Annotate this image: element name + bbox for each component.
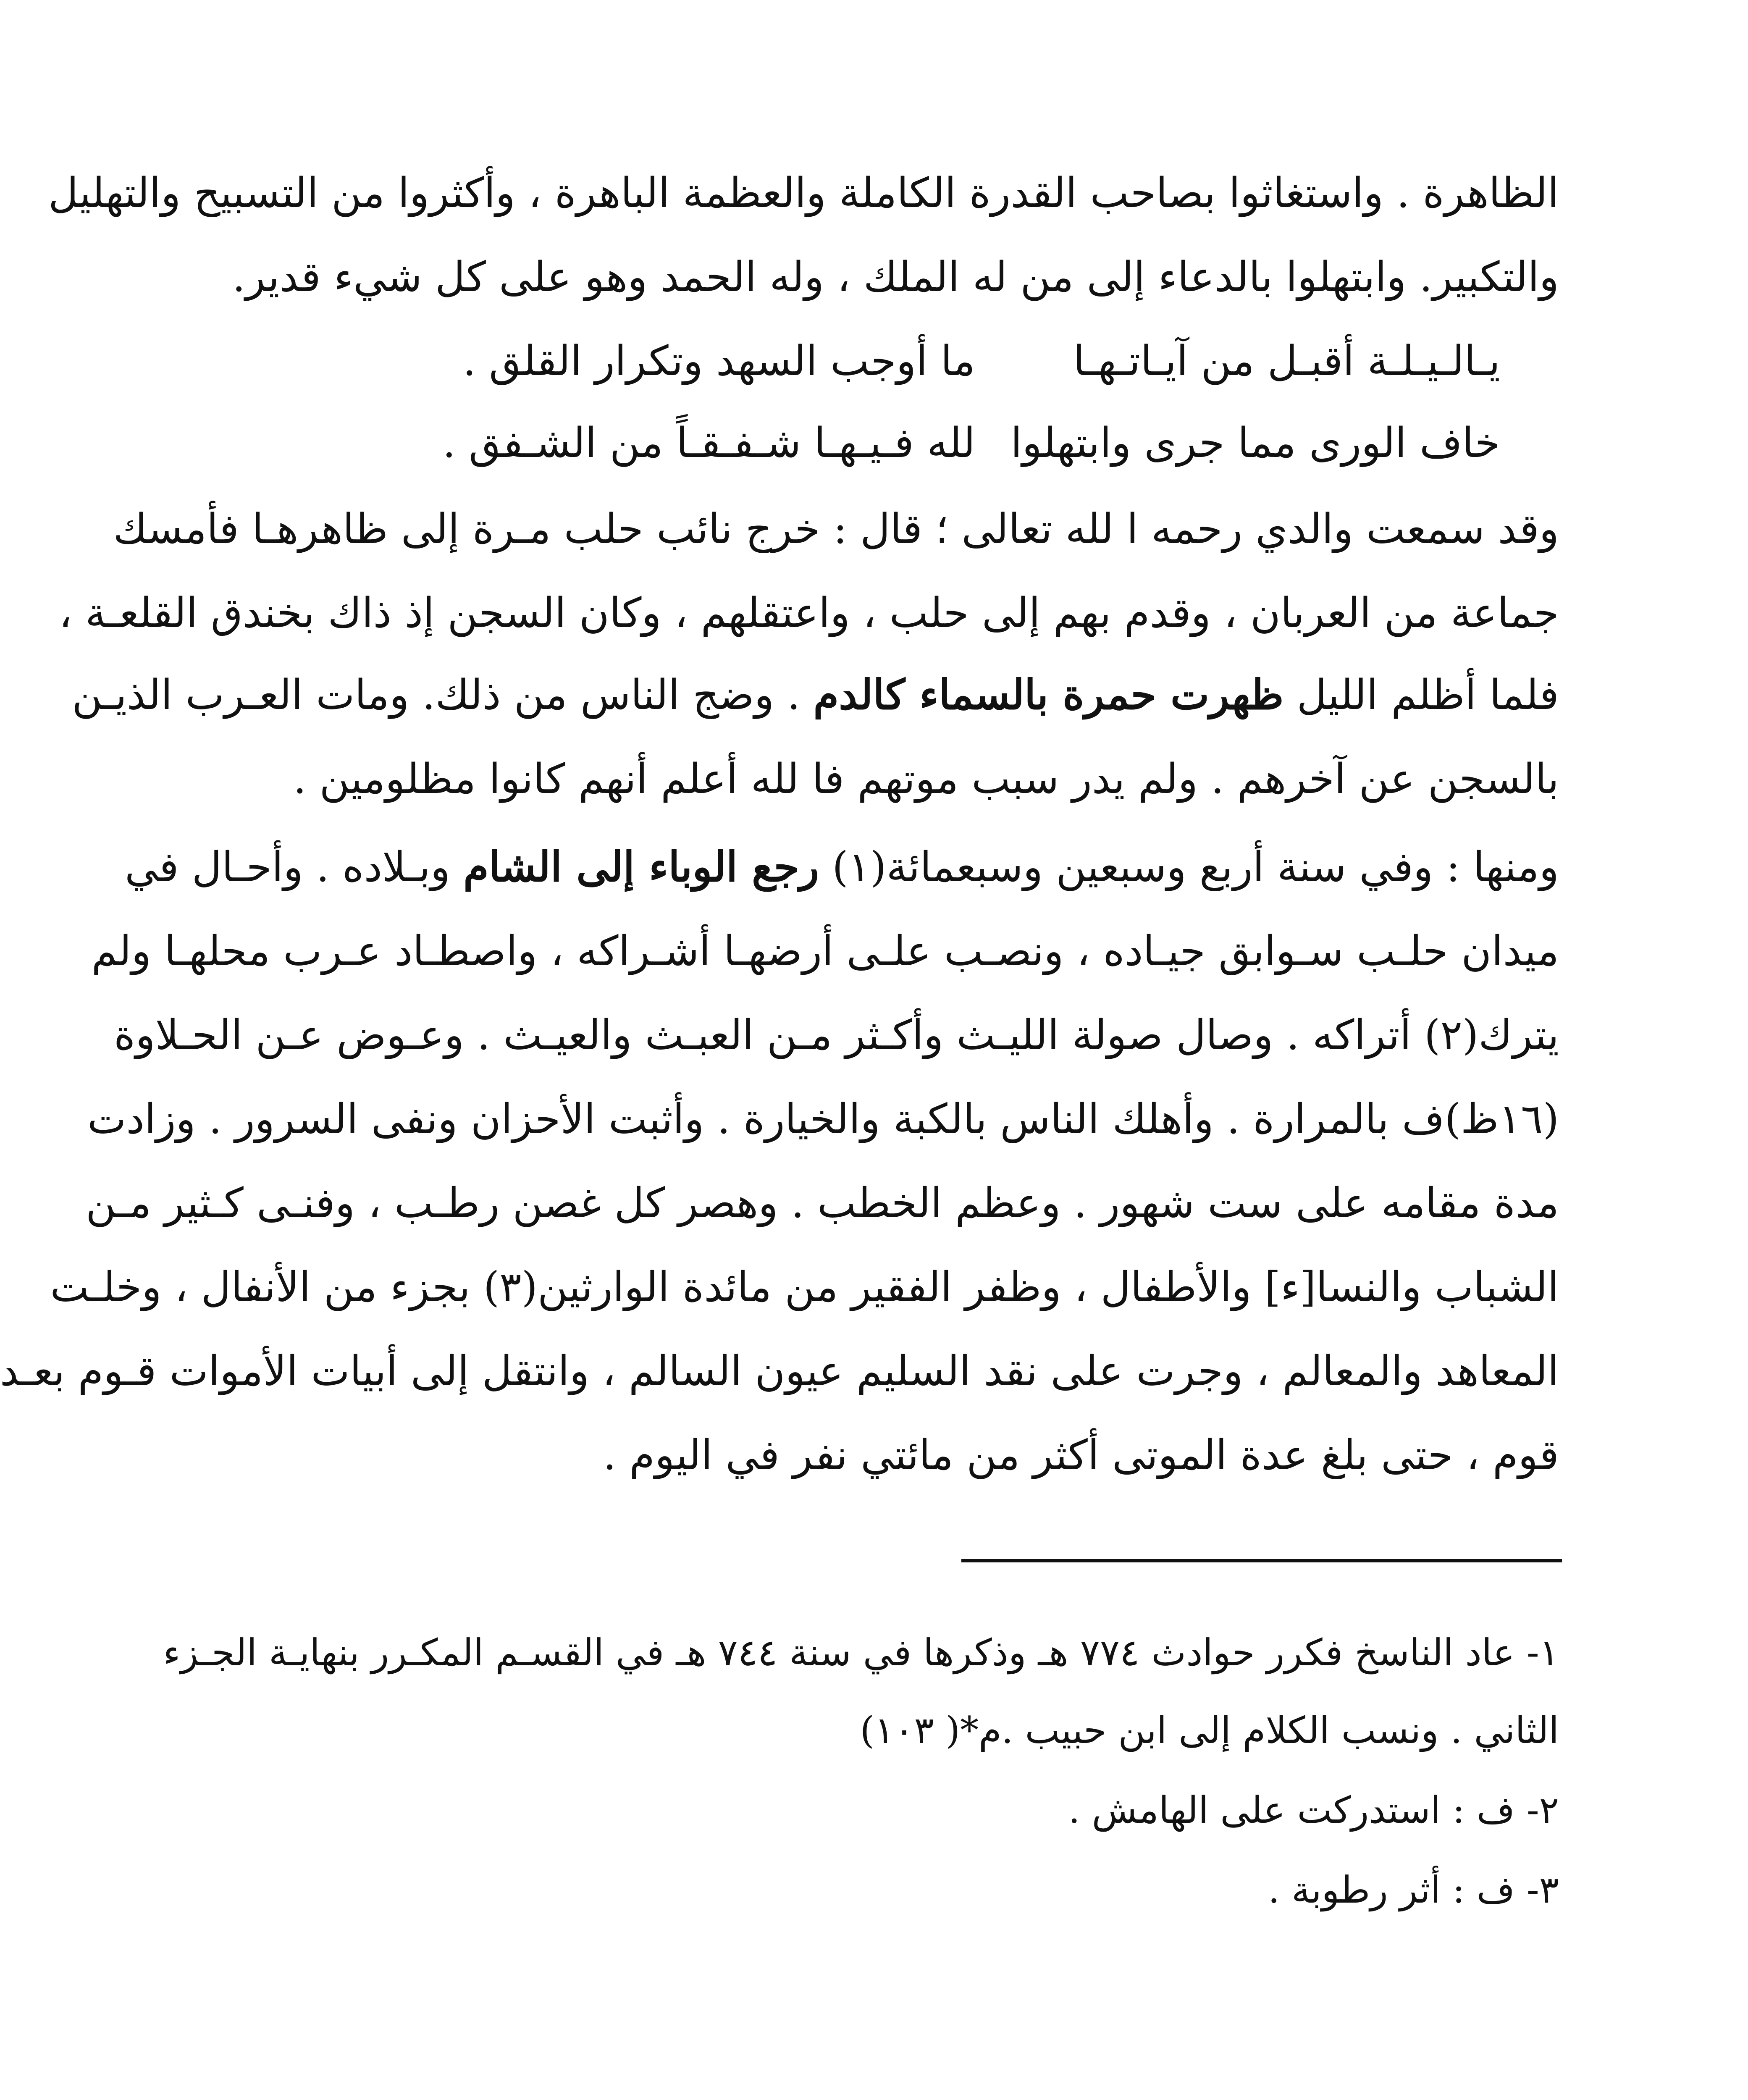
paragraph-1-line-1: الظاهرة . واستغاثوا بصاحب القدرة الكاملة والعظمة الباهرة ، وأكثروا من التسبيح والتهليل <box>48 169 1559 217</box>
paragraph-3-line-6: الشباب والنسا[ء] والأطفال ، وظفر الفقير من مائدة الوارثين(٣) بجزء من الأنفال ، وخلـت <box>50 1263 1559 1311</box>
paragraph-1-line-2: والتكبير. وابتهلوا بالدعاء إلى من له الملك ، وله الحمد وهو على كل شيء قدير. <box>232 253 1559 301</box>
paragraph-3-line-1-bold: رجع الوباء إلى الشام <box>463 843 819 891</box>
paragraph-2-line-2: جماعة من العربان ، وقدم بهم إلى حلب ، واعتقلهم ، وكان السجن إذ ذاك بخندق القلعـة ، <box>59 589 1559 637</box>
verse-2-left: لله فـيـهـا شـفـقـاً من الشـفق . <box>442 419 975 467</box>
paragraph-3-line-8: قوم ، حتى بلغ عدة الموتى أكثر من مائتي نفر في اليوم . <box>603 1431 1559 1479</box>
paragraph-3-line-7: المعاهد والمعالم ، وجرت على نقد السليم عيون السالم ، وانتقل إلى أبيات الأموات قـوم بعـد <box>0 1347 1559 1395</box>
footnote-3: ٣- ف : أثر رطوبة . <box>1268 1868 1559 1911</box>
paragraph-3-line-1 <box>125 838 1559 897</box>
paragraph-3-line-1-end: وبـلاده . وأحـال في <box>125 843 450 891</box>
paragraph-3-line-4: (١٦ظ)ف بالمرارة . وأهلك الناس بالكبة والخيارة . وأثبت الأحزان ونفى السرور . وزادت <box>87 1095 1559 1143</box>
paragraph-2-line-3-bold: ظهرت حمرة بالسماء كالدم <box>813 671 1284 719</box>
paragraph-3-line-5: مدة مقامه على ست شهور . وعظم الخطب . وهصر كل غصن رطـب ، وفنـى كـثير مـن <box>86 1179 1559 1227</box>
paragraph-2-line-4: بالسجن عن آخرهم . ولم يدر سبب موتهم فا لله أعلم أنهم كانوا مظلومين . <box>293 755 1559 803</box>
footnote-separator <box>961 1559 1562 1562</box>
verse-1-left: ما أوجب السهد وتكرار القلق . <box>463 337 975 385</box>
footnote-1-line-2: الثاني . ونسب الكلام إلى ابن حبيب .م*( ١٠٣) <box>860 1709 1559 1752</box>
paragraph-2-line-3-end: . وضج الناس من ذلك. ومات العـرب الذيـن <box>72 671 801 719</box>
paragraph-2-line-3-start: فلما أظلم الليل <box>1297 671 1559 719</box>
paragraph-2-line-1: وقد سمعت والدي رحمه ا لله تعالى ؛ قال : خرج نائب حلب مـرة إلى ظاهرهـا فأمسك <box>113 505 1559 553</box>
footnote-1-line-1: ١- عاد الناسخ فكرر حوادث ٧٧٤ هـ وذكرها في سنة ٧٤٤ هـ في القسـم المكـرر بنهايـة الجـزء <box>163 1631 1559 1674</box>
footnote-2: ٢- ف : استدركت على الهامش . <box>1068 1788 1559 1832</box>
verse-1-right: يـالـيـلـة أقبـل من آيـاتـهـا <box>1073 337 1500 385</box>
paragraph-3-line-3: يترك(٢) أتراكه . وصال صولة الليـث وأكـثر مـن العبـث والعيـث . وعـوض عـن الحـلاوة <box>113 1011 1559 1059</box>
paragraph-3-line-1-start: ومنها : وفي سنة أربع وسبعين وسبعمائة(١) <box>832 843 1559 891</box>
paragraph-3-line-2: ميدان حلـب سـوابق جيـاده ، ونصـب علـى أرضهـا أشـراكه ، واصطـاد عـرب محلهـا ولم <box>91 927 1559 975</box>
paragraph-2-line-3 <box>72 666 1559 724</box>
verse-2-right: خاف الورى مما جرى وابتهلوا <box>1010 419 1500 467</box>
